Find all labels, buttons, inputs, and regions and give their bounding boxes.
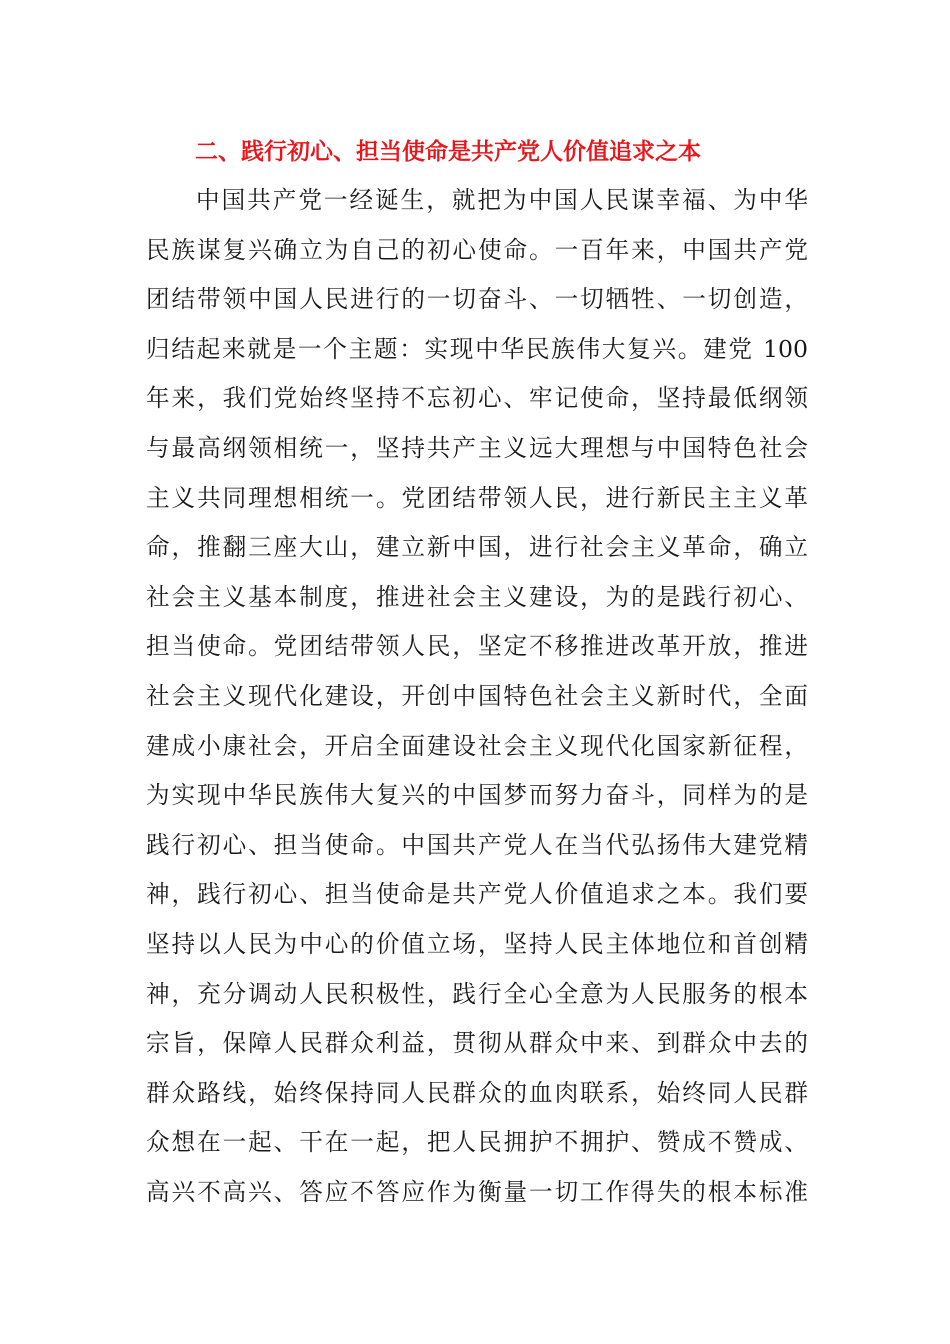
paragraph-line: 高兴不高兴、答应不答应作为衡量一切工作得失的根本标准 xyxy=(146,1177,808,1206)
paragraph-line: 宗旨，保障人民群众利益，贯彻从群众中来、到群众中去的 xyxy=(146,1029,808,1058)
paragraph-line: 建成小康社会，开启全面建设社会主义现代化国家新征程， xyxy=(146,731,808,760)
paragraph-line: 主义共同理想相统一。党团结带领人民，进行新民主主义革 xyxy=(146,483,808,512)
paragraph-line: 为实现中华民族伟大复兴的中国梦而努力奋斗，同样为的是 xyxy=(146,781,808,810)
body-paragraph xyxy=(146,176,808,1217)
paragraph-line: 众想在一起、干在一起，把人民拥护不拥护、赞成不赞成、 xyxy=(146,1128,808,1157)
paragraph-line: 与最高纲领相统一，坚持共产主义远大理想与中国特色社会 xyxy=(146,433,808,462)
paragraph-line: 神，充分调动人民积极性，践行全心全意为人民服务的根本 xyxy=(146,979,808,1008)
paragraph-line: 坚持以人民为中心的价值立场，坚持人民主体地位和首创精 xyxy=(146,929,808,958)
paragraph-line: 中国共产党一经诞生，就把为中国人民谋幸福、为中华 xyxy=(196,186,808,214)
section-heading: 二、践行初心、担当使命是共产党人价值追求之本 xyxy=(195,139,701,165)
paragraph-line: 践行初心、担当使命。中国共产党人在当代弘扬伟大建党精 xyxy=(146,830,808,859)
paragraph-line: 归结起来就是一个主题：实现中华民族伟大复兴。建党 100 xyxy=(146,334,808,363)
paragraph-line: 社会主义基本制度，推进社会主义建设，为的是践行初心、 xyxy=(146,582,808,611)
paragraph-line: 团结带领中国人民进行的一切奋斗、一切牺牲、一切创造， xyxy=(146,285,808,314)
paragraph-line: 担当使命。党团结带领人民，坚定不移推进改革开放，推进 xyxy=(146,632,808,661)
paragraph-line: 命，推翻三座大山，建立新中国，进行社会主义革命，确立 xyxy=(146,533,808,562)
paragraph-line: 神，践行初心、担当使命是共产党人价值追求之本。我们要 xyxy=(146,880,808,909)
paragraph-line: 年来，我们党始终坚持不忘初心、牢记使命，坚持最低纲领 xyxy=(146,384,808,413)
paragraph-line: 群众路线，始终保持同人民群众的血肉联系，始终同人民群 xyxy=(146,1078,808,1107)
paragraph-line: 民族谋复兴确立为自己的初心使命。一百年来，中国共产党 xyxy=(146,235,808,264)
paragraph-line: 社会主义现代化建设，开创中国特色社会主义新时代，全面 xyxy=(146,681,808,710)
